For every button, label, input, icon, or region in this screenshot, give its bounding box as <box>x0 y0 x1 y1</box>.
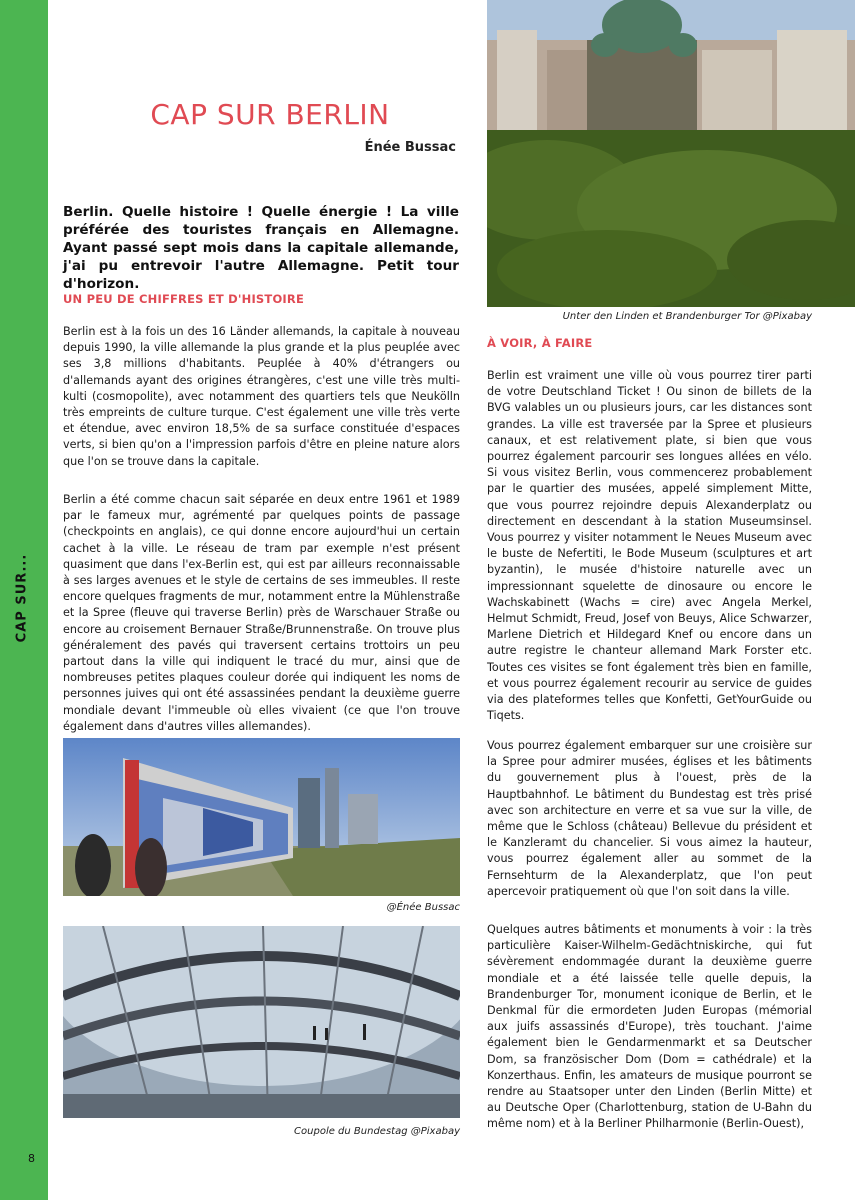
article-title: CAP SUR BERLIN <box>150 98 390 131</box>
wall-photo-caption: @Énée Bussac <box>386 902 460 913</box>
article-lead: Berlin. Quelle histoire ! Quelle énergie ! La ville préférée des touristes français en Allemagne. Ayant passé sept mois dans la capitale allemande, j'ai pu entrevoir l'autre Allemagne. Petit tour d'horizon. <box>63 204 459 292</box>
see-do-paragraph-1: Berlin est vraiment une ville où vous pourrez tirer parti de votre Deutschland Ticket ! Ou sinon de billets de la BVG valables un ou plusieurs jours, car les distances sont grandes. La ville est traversée par la Spree et plusieurs canaux, et est relativement plate, si bien que vous pourrez également parcourir ses longues allées en vélo. Si vous visitez Berlin, vous commencerez probablement par le quartier des musées, appelé simplement Mitte, que vous pourrez rejoindre depuis Alexanderplatz ou directement en descendant à la station Museumsinsel. Vous pourrez y visiter notamment le Neues Museum avec le buste de Nefertiti, le Bode Museum (sculptures et art byzantin), le musée d'histoire naturelle avec un impressionnant squelette de dinosaure ou encore le Wachskabinett (Wachs = cire) avec Angela Merkel, Helmut Schmidt, Freud, Josef von Beuys, Alice Schwarzer, Marlene Dietrich et Hildegard Knef ou encore dans un autre registre le chanteur allemand Mark Forster etc. Toutes ces visites se font également très bien en famille, et vous pourrez également recourir au service de guides via des plateformes telles que Konfetti, GetYourGuide ou Tiqets. <box>487 369 812 723</box>
city-photo-caption: Unter den Linden et Brandenburger Tor @Pixabay <box>562 311 812 322</box>
berlin-wall-photo <box>63 738 460 896</box>
page-number: 8 <box>28 1152 35 1165</box>
bundestag-dome-photo <box>63 926 460 1118</box>
article-author: Énée Bussac <box>364 140 456 155</box>
berlin-city-photo <box>487 0 855 307</box>
section-heading-history: UN PEU DE CHIFFRES ET D'HISTOIRE <box>63 292 305 306</box>
history-paragraph-1: Berlin est à la fois un des 16 Länder allemands, la capitale à nouveau depuis 1990, la ville allemande la plus grande et la plus peuplée avec ses 3,8 millions d'habitants. Peuplée à 40% d'étrangers ou d'allemands ayant des origines étrangères, c'est une ville très multi-kulti (cosmopolite), avec notamment des quartiers tels que Neukölln très empreints de culture turque. C'est également une ville très verte et étendue, avec environ 18,5% de sa surface constituée d'espaces verts, si bien qu'on a l'impression parfois d'être en pleine nature alors que l'on se trouve dans la capitale. <box>63 325 460 468</box>
dome-photo-caption: Coupole du Bundestag @Pixabay <box>294 1126 460 1137</box>
history-paragraph-2: Berlin a été comme chacun sait séparée en deux entre 1961 et 1989 par le fameux mur, agrémenté par quelques points de passage (checkpoints en anglais), ce qui donne encore aujourd'hui un certain cachet à la ville. Le réseau de tram par exemple n'est présent quasiment que dans l'ex-Berlin est, qui est par ailleurs reconnaissable à ses larges avenues et le style de certains de ses immeubles. Il reste encore quelques fragments de mur, notamment entre la Mühlenstraße et la Spree (fleuve qui traverse Berlin) près de Warschauer Straße ou encore au croisement Bernauer Straße/Brunnenstraße. On trouve plus généralement des pavés qui traversent certains trottoirs un peu partout dans la ville qui indiquent le tracé du mur, ainsi que de nombreuses petites plaques couleur dorée qui indiquent les noms de personnes juives qui ont été assassinées pendant la deuxième guerre mondiale devant l'immeuble où elles vivaient (ce que l'on trouve également dans d'autres villes allemandes). <box>63 493 460 733</box>
see-do-paragraph-3: Quelques autres bâtiments et monuments à voir : la très particulière Kaiser-Wilhelm-Gedächtniskirche, qui fut sévèrement endommagée durant la deuxième guerre mondiale et a été laissée telle quelle depuis, la Brandenburger Tor, monument iconique de Berlin, et le Denkmal für die ermordeten Juden Europas (mémorial aux juifs assassinés d'Europe), très touchant. J'aime également bien le Gendarmenmarkt et sa Deutscher Dom, sa französischer Dom (Dom = cathédrale) et la Konzerthaus. Enfin, les amateurs de musique pourront se rendre au Staatsoper unter den Linden (Berlin Mitte) et au Deutsche Oper (Charlottenburg, station de U-Bahn du même nom) et à la Berliner Philharmonie (Berlin-Ouest), <box>487 923 812 1131</box>
section-heading-see-do: À VOIR, À FAIRE <box>487 336 593 350</box>
see-do-paragraph-2: Vous pourrez également embarquer sur une croisière sur la Spree pour admirer musées, églises et les bâtiments du gouvernement plus à l'ouest, près de la Hauptbahnhof. Le bâtiment du Bundestag est très prisé avec son architecture en verre et sa vue sur la ville, de même que le Schloss (château) Bellevue du président et le Kanzleramt du chancelier. Si vous aimez la hauteur, vous pourrez également aller au sommet de la Fernsehturm de la Alexanderplatz, que l'on peut apercevoir pratiquement où que l'on soit dans la ville. <box>487 739 812 898</box>
section-label: CAP SUR... <box>14 553 30 643</box>
